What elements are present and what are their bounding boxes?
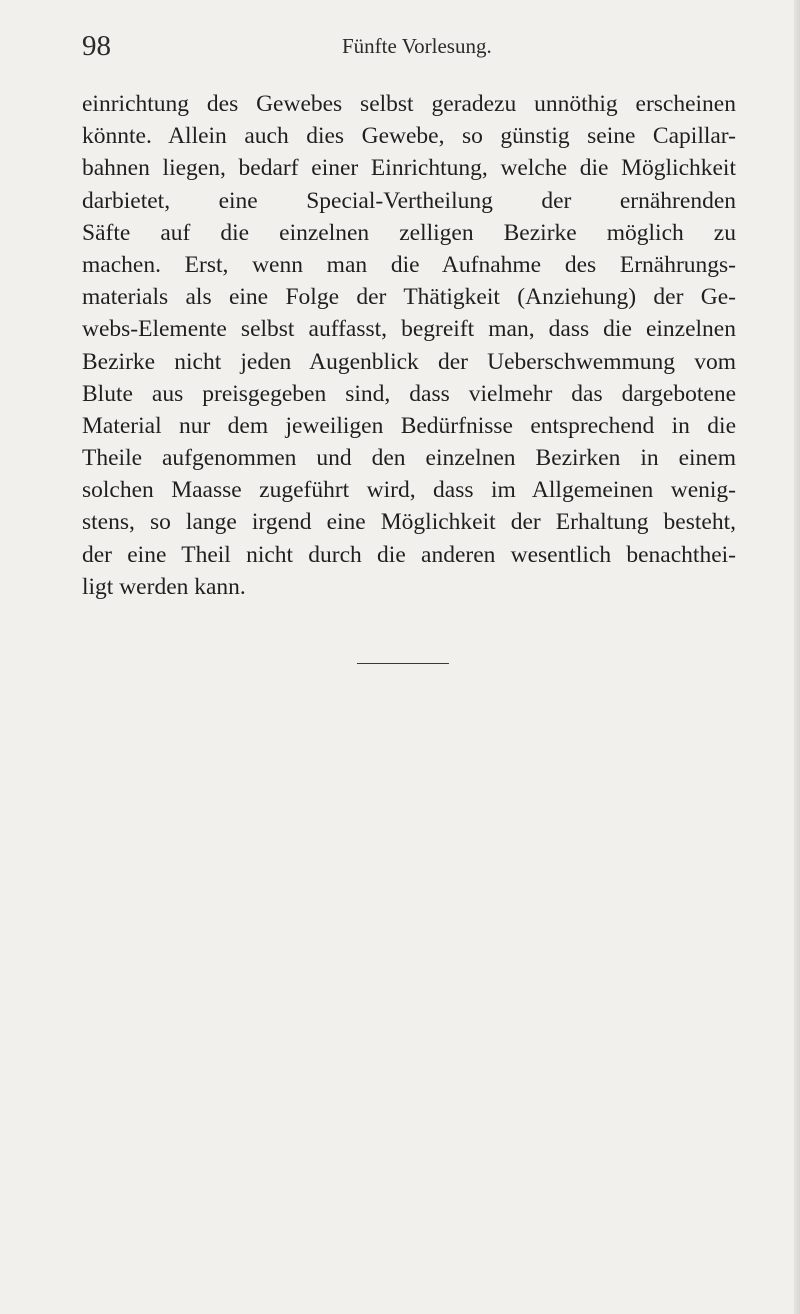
- running-title: Fünfte Vorlesung.: [342, 34, 492, 58]
- page-number: 98: [82, 30, 111, 62]
- body-paragraph: [82, 88, 736, 603]
- page-edge: [794, 0, 800, 1314]
- text-line: webs-Elemente selbst auffasst, begreift man, dass die einzelnen: [82, 316, 736, 343]
- text-line: bahnen liegen, bedarf einer Einrichtung, welche die Möglichkeit: [82, 155, 736, 182]
- text-line: Theile aufgenommen und den einzelnen Bezirken in einem: [82, 445, 736, 472]
- text-line: materials als eine Folge der Thätigkeit (Anziehung) der Ge-: [82, 284, 736, 311]
- text-line: solchen Maasse zugeführt wird, dass im Allgemeinen wenig-: [82, 477, 736, 504]
- text-line: einrichtung des Gewebes selbst geradezu unnöthig erscheinen: [82, 91, 736, 117]
- text-line: ligt werden kann.: [82, 573, 246, 600]
- text-line: könnte. Allein auch dies Gewebe, so günstig seine Capillar-: [82, 123, 736, 150]
- section-end-rule: [357, 663, 449, 664]
- text-line: Material nur dem jeweiligen Bedürfnisse entsprechend in die: [82, 412, 736, 439]
- text-line: darbietet, eine Special-Vertheilung der ernährenden: [82, 187, 736, 214]
- text-line: Säfte auf die einzelnen zelligen Bezirke möglich zu: [82, 219, 736, 246]
- text-line: der eine Theil nicht durch die anderen wesentlich benachthei-: [82, 541, 736, 568]
- text-line: Blute aus preisgegeben sind, dass vielmehr das dargebotene: [82, 380, 736, 407]
- text-line: machen. Erst, wenn man die Aufnahme des Ernährungs-: [82, 251, 736, 278]
- text-line: stens, so lange irgend eine Möglichkeit der Erhaltung besteht,: [82, 509, 736, 536]
- text-line: Bezirke nicht jeden Augenblick der Ueberschwemmung vom: [82, 348, 736, 375]
